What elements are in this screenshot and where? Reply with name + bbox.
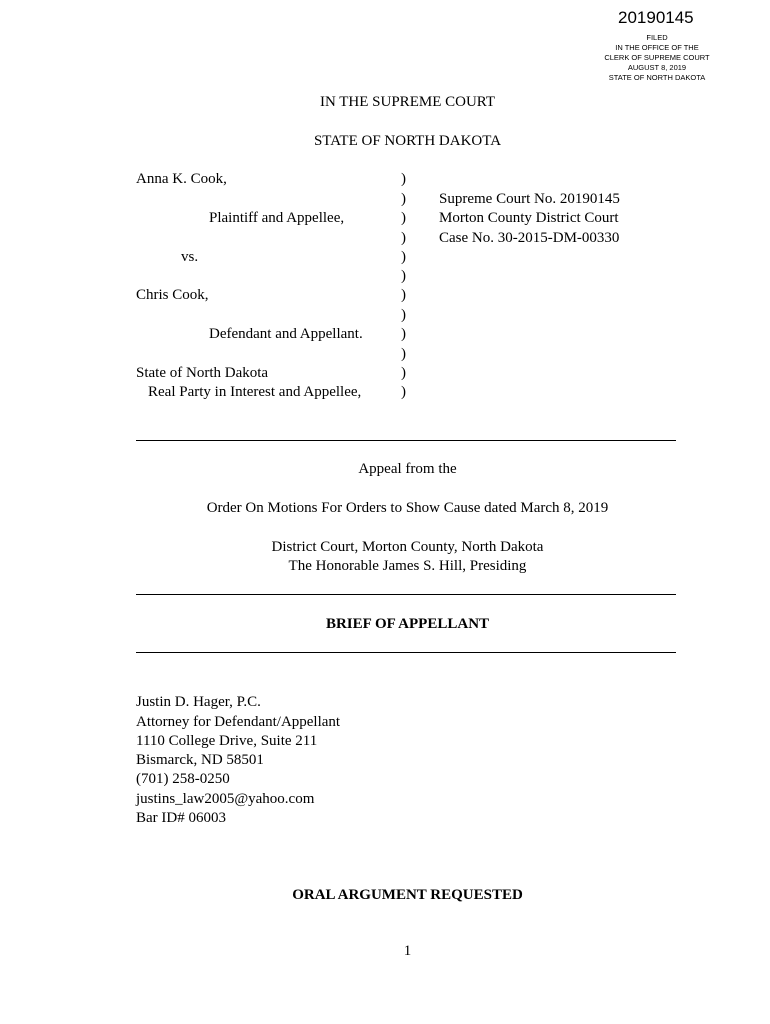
page-number: 1 bbox=[403, 943, 412, 959]
court-name: IN THE SUPREME COURT bbox=[319, 94, 496, 110]
stamp-office: IN THE OFFICE OF THE bbox=[615, 43, 699, 52]
district-case-number: Case No. 30-2015-DM-00330 bbox=[439, 229, 620, 246]
attorney-phone: (701) 258-0250 bbox=[136, 771, 230, 787]
versus: vs. bbox=[181, 249, 199, 265]
party3-role: Real Party in Interest and Appellee, bbox=[148, 384, 362, 400]
supreme-court-number: Supreme Court No. 20190145 bbox=[439, 190, 620, 207]
stamp-clerk: CLERK OF SUPREME COURT bbox=[604, 53, 710, 62]
appeal-judge: The Honorable James S. Hill, Presiding bbox=[288, 558, 527, 574]
district-court: Morton County District Court bbox=[439, 210, 619, 226]
caption-paren: ) bbox=[401, 190, 406, 207]
party2-name: Chris Cook, bbox=[136, 287, 209, 303]
caption-paren: ) bbox=[401, 345, 406, 362]
caption-paren: ) bbox=[401, 249, 406, 265]
appeal-order: Order On Motions For Orders to Show Cause dated March 8, 2019 bbox=[206, 500, 609, 516]
caption-paren: ) bbox=[401, 365, 406, 381]
stamp-state: STATE OF NORTH DAKOTA bbox=[608, 73, 706, 82]
party3-name: State of North Dakota bbox=[136, 365, 269, 381]
brief-title: BRIEF OF APPELLANT bbox=[325, 616, 490, 632]
attorney-firm: Justin D. Hager, P.C. bbox=[136, 694, 261, 710]
caption-paren: ) bbox=[401, 229, 406, 246]
caption-paren: ) bbox=[401, 384, 406, 400]
caption-paren: ) bbox=[401, 287, 406, 303]
divider bbox=[136, 594, 676, 595]
stamp-filed: FILED bbox=[646, 33, 668, 42]
caption-paren: ) bbox=[401, 268, 406, 284]
caption-paren: ) bbox=[401, 306, 406, 323]
divider bbox=[136, 440, 676, 441]
caption-paren: ) bbox=[401, 210, 406, 226]
party1-name: Anna K. Cook, bbox=[136, 171, 227, 187]
attorney-role: Attorney for Defendant/Appellant bbox=[136, 713, 341, 730]
attorney-email: justins_law2005@yahoo.com bbox=[136, 790, 315, 807]
appeal-from: Appeal from the bbox=[358, 461, 457, 477]
stamp-date: AUGUST 8, 2019 bbox=[627, 63, 687, 72]
stamp-case-number: 20190145 bbox=[618, 8, 694, 27]
appeal-court: District Court, Morton County, North Dakota bbox=[271, 539, 544, 555]
oral-argument-request: ORAL ARGUMENT REQUESTED bbox=[292, 887, 523, 903]
party1-role: Plaintiff and Appellee, bbox=[209, 210, 345, 226]
divider bbox=[136, 652, 676, 653]
attorney-city: Bismarck, ND 58501 bbox=[136, 752, 264, 768]
attorney-address: 1110 College Drive, Suite 211 bbox=[136, 733, 318, 749]
party2-role: Defendant and Appellant. bbox=[209, 326, 363, 342]
caption-paren: ) bbox=[401, 171, 406, 187]
caption-paren: ) bbox=[401, 326, 406, 342]
attorney-bar-id: Bar ID# 06003 bbox=[136, 810, 226, 826]
court-state: STATE OF NORTH DAKOTA bbox=[313, 133, 502, 149]
